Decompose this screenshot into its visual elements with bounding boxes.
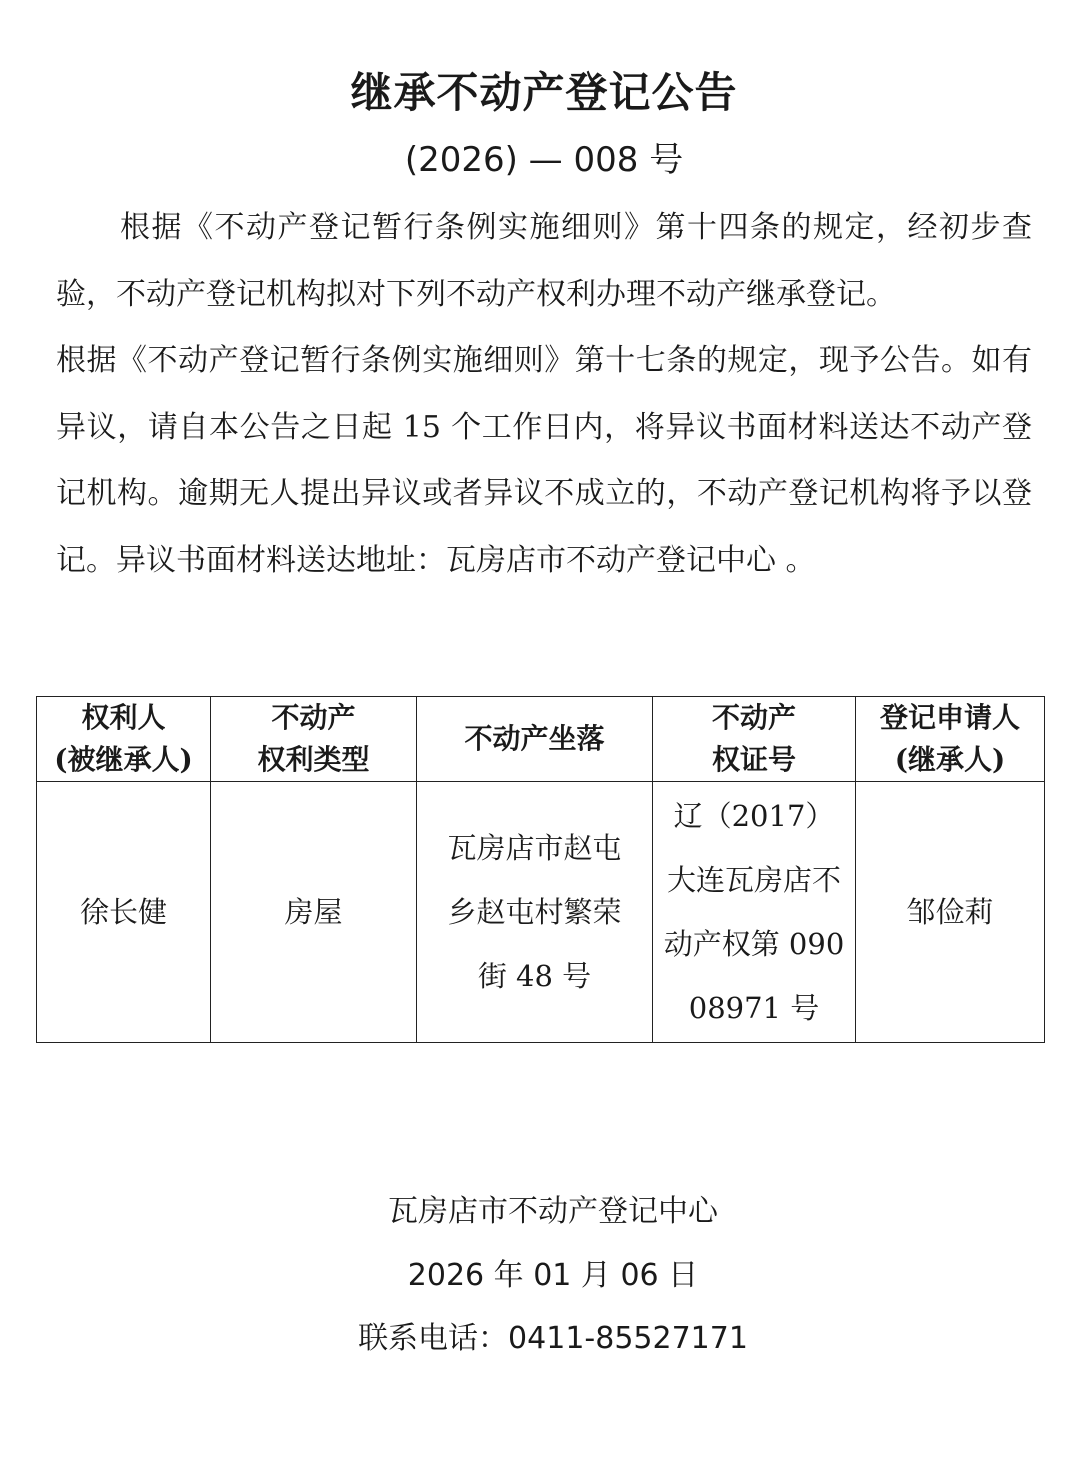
header-certificate: [653, 697, 856, 782]
cell-certificate: [653, 782, 856, 1043]
table-header-row: [37, 697, 1045, 782]
paragraph-objection-notice: 根据《不动产登记暂行条例实施细则》第十七条的规定，现予公告。如有异议，请自本公告之日起 15 个工作日内，将异议书面材料送达不动产登记机构。逾期无人提出异议或者异议不成立的，不动产登记机构将予以登记。异议书面材料送达地址：瓦房店市不动产登记中心 。: [56, 343, 1032, 578]
cell-certificate-text: 辽（2017）大连瓦房店不动产权第 09008971 号: [663, 799, 845, 1025]
header-owner-line2: (被继承人): [54, 743, 193, 776]
cell-location: [417, 782, 653, 1043]
cell-location-text: 瓦房店市赵屯乡赵屯村繁荣街 48 号: [447, 831, 622, 993]
header-applicant-line2: (继承人): [894, 743, 1006, 776]
notice-number: (2026) — 008 号: [404, 140, 684, 180]
cell-owner: 徐长健: [37, 782, 211, 1043]
header-right-type: [211, 697, 417, 782]
header-right-type-line1: 不动产: [271, 701, 356, 734]
header-applicant-line1: 登记申请人: [879, 701, 1020, 734]
header-right-type-line2: 权利类型: [257, 743, 370, 776]
header-location: [417, 697, 653, 782]
header-applicant: [856, 697, 1045, 782]
header-location-line1: 不动产坐落: [464, 722, 605, 755]
paragraph-legal-basis: 根据《不动产登记暂行条例实施细则》第十四条的规定，经初步查验，不动产登记机构拟对下列不动产权利办理不动产继承登记。: [56, 210, 1032, 312]
notice-body: [56, 195, 1032, 594]
table-row: [37, 782, 1045, 1043]
contact-phone: 联系电话：0411-85527171: [358, 1321, 748, 1356]
issuing-organization: 瓦房店市不动产登记中心: [388, 1194, 718, 1229]
header-certificate-line2: 权证号: [711, 743, 796, 776]
registration-table: [36, 696, 1045, 1043]
header-owner: [37, 697, 211, 782]
cell-applicant: 邹俭莉: [856, 782, 1045, 1043]
issue-date: 2026 年 01 月 06 日: [407, 1258, 699, 1293]
header-owner-line1: 权利人: [81, 701, 166, 734]
cell-right-type: 房屋: [211, 782, 417, 1043]
notice-title: 继承不动产登记公告: [350, 68, 738, 117]
header-certificate-line1: 不动产: [711, 701, 796, 734]
